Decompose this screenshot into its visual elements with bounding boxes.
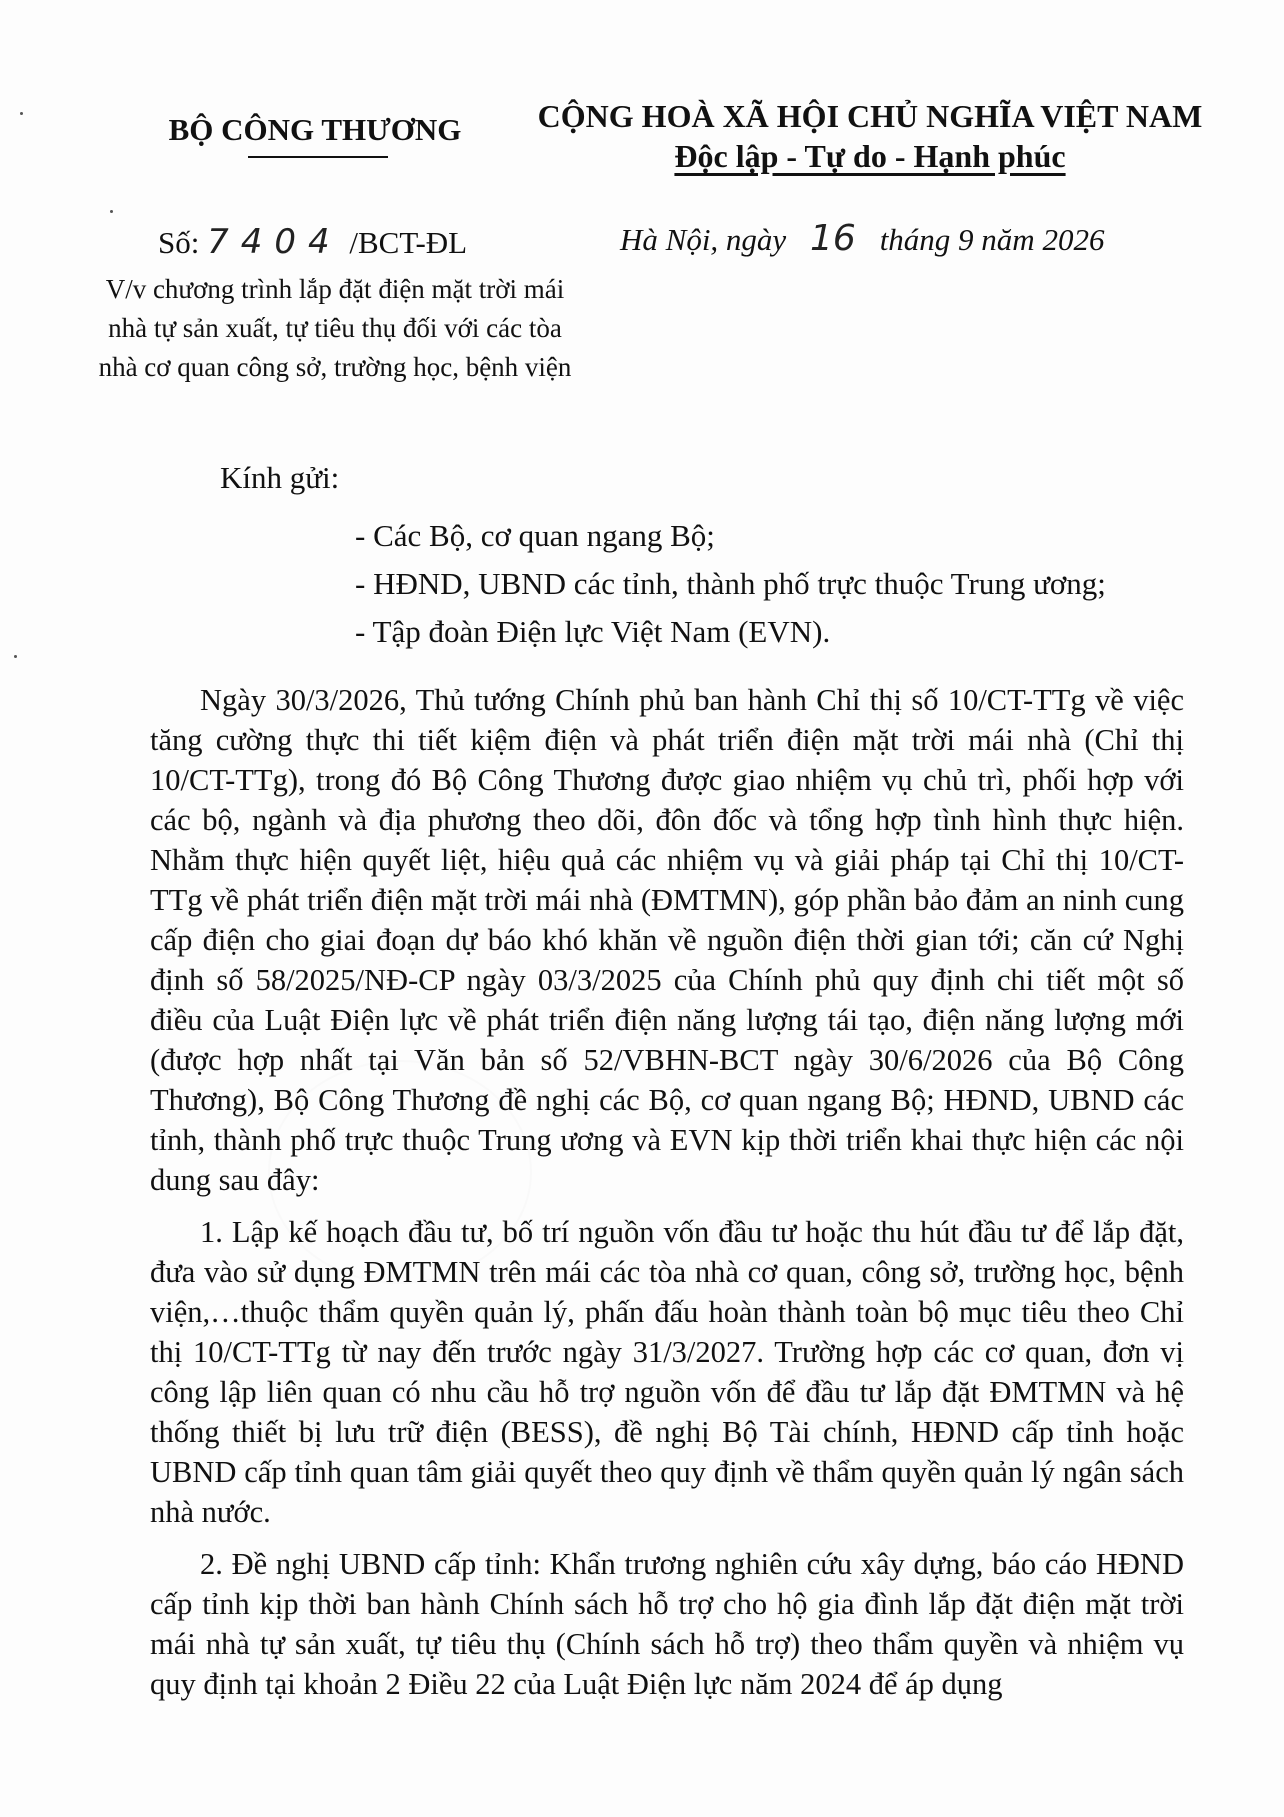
scan-speck — [20, 112, 23, 115]
recipient-item: - HĐND, UBND các tỉnh, thành phố trực thuộc Trung ương; — [355, 566, 1106, 601]
number-suffix: /BCT-ĐL — [349, 225, 468, 260]
handwritten-number: 7404 — [207, 222, 342, 262]
organization-underline — [248, 156, 388, 158]
handwritten-day: 16 — [810, 218, 856, 259]
national-title: CỘNG HOÀ XÃ HỘI CHỦ NGHĨA VIỆT NAM — [537, 98, 1203, 134]
document-date — [620, 218, 1104, 259]
recipient-item: - Tập đoàn Điện lực Việt Nam (EVN). — [355, 614, 831, 649]
salutation: Kính gửi: — [220, 460, 340, 495]
document-number — [158, 222, 467, 262]
issuing-organization: BỘ CÔNG THƯƠNG — [168, 112, 462, 147]
recipient-item: - Các Bộ, cơ quan ngang Bộ; — [355, 518, 715, 553]
body-paragraph: Ngày 30/3/2026, Thủ tướng Chính phủ ban hành Chỉ thị số 10/CT-TTg về việc tăng cường thực thi tiết kiệm điện và phát triển điện mặt trời mái nhà (Chỉ thị 10/CT-TTg), trong đó Bộ Công Thương được giao nhiệm vụ chủ trì, phối hợp với các bộ, ngành và địa phương theo dõi, đôn đốc và tổng hợp tình hình thực hiện. Nhằm thực hiện quyết liệt, hiệu quả các nhiệm vụ và giải pháp tại Chỉ thị 10/CT-TTg về phát triển điện mặt trời mái nhà (ĐMTMN), góp phần bảo đảm an ninh cung cấp điện cho giai đoạn dự báo khó khăn về nguồn điện thời gian tới; căn cứ Nghị định số 58/2025/NĐ-CP ngày 03/3/2025 của Chính phủ quy định chi tiết một số điều của Luật Điện lực về phát triển điện năng lượng tái tạo, điện năng lượng mới (được hợp nhất tại Văn bản số 52/VBHN-BCT ngày 30/6/2026 của Bộ Công Thương), Bộ Công Thương đề nghị các Bộ, cơ quan ngang Bộ; HĐND, UBND các tỉnh, thành phố trực thuộc Trung ương và EVN kịp thời triển khai thực hiện các nội dung sau đây: — [150, 683, 1184, 1197]
scan-speck — [110, 210, 113, 213]
recipient-list — [355, 512, 1235, 656]
scan-speck — [14, 655, 17, 658]
date-suffix: tháng 9 năm 2026 — [879, 222, 1105, 257]
document-body — [150, 680, 1184, 1712]
date-prefix: Hà Nội, ngày — [620, 222, 787, 257]
body-paragraph: 1. Lập kế hoạch đầu tư, bố trí nguồn vốn đầu tư hoặc thu hút đầu tư để lắp đặt, đưa vào sử dụng ĐMTMN trên mái các tòa nhà cơ quan, công sở, trường học, bệnh viện,…thuộc thẩm quyền quản lý, phấn đấu hoàn thành toàn bộ mục tiêu theo Chỉ thị 10/CT-TTg từ nay đến trước ngày 31/3/2027. Trường hợp các cơ quan, đơn vị công lập liên quan có nhu cầu hỗ trợ nguồn vốn để đầu tư lắp đặt ĐMTMN và hệ thống thiết bị lưu trữ điện (BESS), đề nghị Bộ Tài chính, HĐND cấp tỉnh hoặc UBND cấp tỉnh quan tâm giải quyết theo quy định về thẩm quyền quản lý ngân sách nhà nước. — [150, 1215, 1184, 1529]
national-motto: Độc lập - Tự do - Hạnh phúc — [674, 138, 1066, 174]
number-prefix: Số: — [158, 225, 200, 260]
body-paragraph: 2. Đề nghị UBND cấp tỉnh: Khẩn trương nghiên cứu xây dựng, báo cáo HĐND cấp tỉnh kịp thời ban hành Chính sách hỗ trợ cho hộ gia đình lắp đặt điện mặt trời mái nhà tự sản xuất, tự tiêu thụ (Chính sách hỗ trợ) theo thẩm quyền và nhiệm vụ quy định tại khoản 2 Điều 22 của Luật Điện lực năm 2024 để áp dụng — [150, 1547, 1184, 1701]
document-subject: V/v chương trình lắp đặt điện mặt trời mái nhà tự sản xuất, tự tiêu thụ đối với các tòa nhà cơ quan công sở, trường học, bệnh viện — [98, 274, 572, 382]
